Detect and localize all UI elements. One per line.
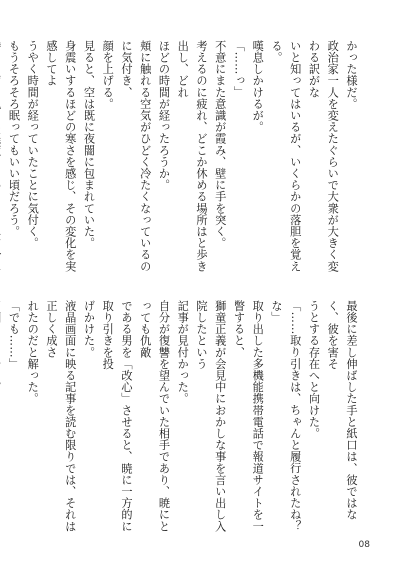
text-line: 身震いするほどの寒さを感じ、その変化を実感してよ bbox=[45, 40, 77, 272]
text-line: 「……取り引きは、ちゃんと履行されたね？な」 bbox=[270, 300, 302, 532]
text-line: いと知ってはいるが、いくらかの落胆を覚える。 bbox=[270, 40, 302, 272]
text-line: げかけた。 bbox=[82, 300, 96, 358]
text-line: 獅童正義が会見中におかしな事を言い出し入院したという bbox=[195, 300, 227, 532]
text-line: 頬に触れる空気がひどく冷たくなっているのに気付き、 bbox=[120, 40, 152, 272]
lower-text-block bbox=[7, 300, 360, 540]
page-number: 08 bbox=[358, 540, 370, 550]
text-line: 自分が復讐を望んでいた相手であり、暁にとっても仇敵 bbox=[138, 300, 171, 532]
text-line: 液晶画面に映る記事を読む限りでは、それは正しく成さ bbox=[45, 300, 77, 532]
upper-text-block bbox=[7, 40, 360, 280]
text-line: うとする存在へと向けた。 bbox=[307, 300, 321, 440]
text-line: 取り出した多機能携帯電話で報道サイトを一瞥すると、 bbox=[232, 300, 265, 532]
text-line: 嘆息しかけるが。 bbox=[251, 40, 265, 133]
text-line: である男を「改心」させると、暁に一方的に取り引きを投 bbox=[101, 300, 133, 532]
text-line: れたのだと解った。 bbox=[26, 300, 40, 405]
text-line: ほどの時間が経ったろうか。 bbox=[157, 40, 171, 191]
text-line: 「……っ」 bbox=[232, 40, 246, 98]
text-line: うやく時間が経っていたことに気付く。 bbox=[26, 40, 40, 249]
text-line: 記事が見付かった。 bbox=[176, 300, 190, 405]
text-line: 不意にまた意識が霞み、壁に手を突く。 bbox=[213, 40, 227, 249]
text-line: 政治家一人を変えたぐらいで大衆が大きく変わる訳がな bbox=[307, 40, 340, 272]
text-line: かった様だ。 bbox=[345, 40, 358, 110]
text-line: 顔を上げる。 bbox=[101, 40, 115, 110]
text-line: 最後に差し伸ばした手と紙口は、彼ではなく、彼を害そ bbox=[326, 300, 358, 521]
text-line: 「でも……」 bbox=[7, 300, 21, 370]
text-line bbox=[0, 300, 4, 540]
text-line: 見ると、空は既に夜闇に包まれていた。 bbox=[82, 40, 96, 249]
text-line bbox=[0, 40, 4, 280]
text-line: 考えるのに疲れ、どこか休める場所はと歩き出し、どれ bbox=[176, 40, 208, 272]
text-line: もうそろそろ眠ってもいい頃だろう。 bbox=[7, 40, 21, 238]
